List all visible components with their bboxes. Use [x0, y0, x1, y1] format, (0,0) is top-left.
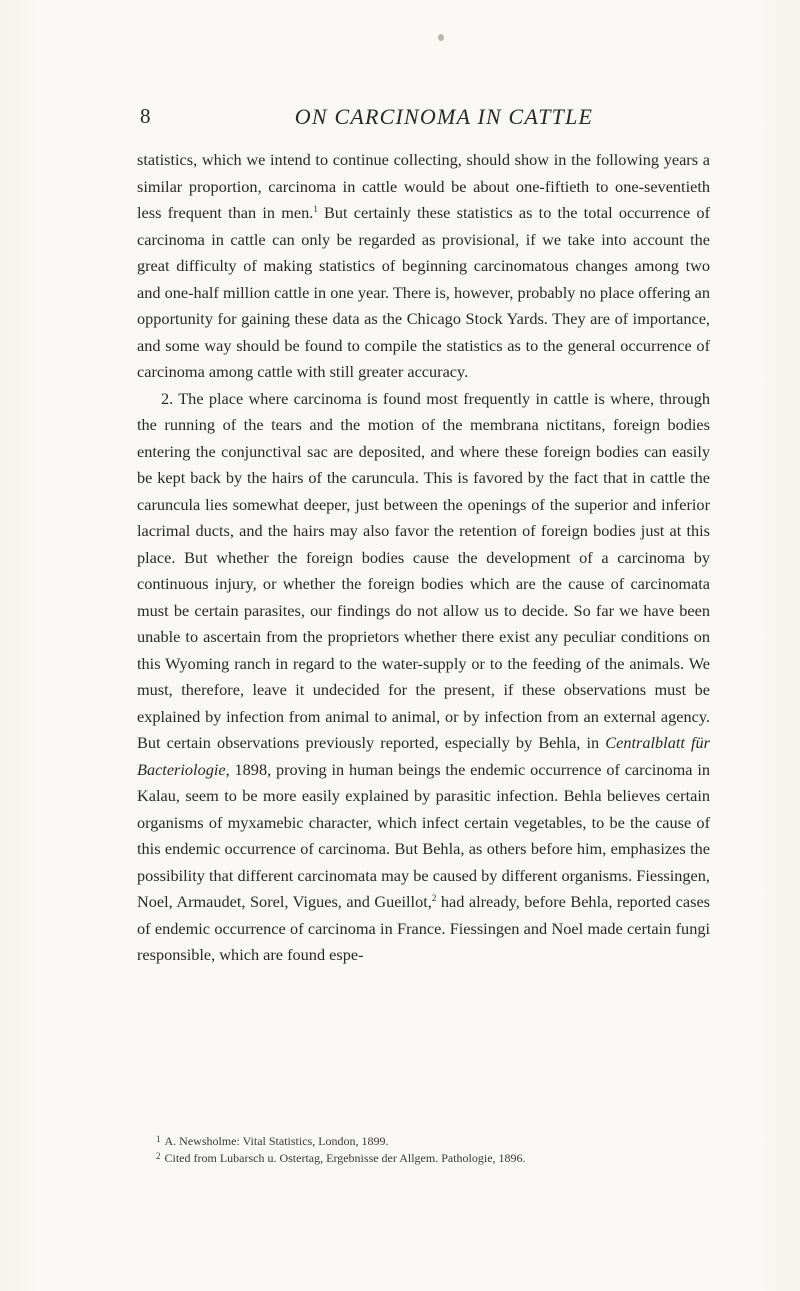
running-title: ON CARCINOMA IN CATTLE	[294, 104, 594, 129]
paragraph-1-text-a: statistics, which we intend to continue collecting, should show in the following years a similar proportion, carcinoma in cattle would be about one-fiftieth to one-seventieth less frequent than in men.	[137, 150, 710, 222]
journal-title: Centralblatt für Bacteriologie	[137, 733, 710, 779]
footnote-ref-1: 1	[313, 204, 318, 214]
footnote-2-text: Cited from Lubarsch u. Ostertag, Ergebnisse der Allgem. Pathologie, 1896.	[164, 1151, 526, 1165]
footnote-1-number: 1	[156, 1134, 161, 1144]
paragraph-2-text-c: had already, before Behla, reported cases of endemic occurrence of carcinoma in France. Fiessingen and Noel made certain fungi responsible, which are found espe-	[137, 892, 711, 964]
footnote-2	[156, 1149, 716, 1166]
ink-spot	[438, 34, 444, 41]
page-header	[140, 104, 700, 136]
paragraph-1-text-b: But certainly these statistics as to the total occurrence of carcinoma in cattle can only be regarded as provisional, if we take into account the great difficulty of making statistics of beginning carcinomatous changes among two and one-half million cattle in one year. There is, however, probably no place offering an opportunity for gaining these data as the Chicago Stock Yards. They are of importance, and some way should be found to compile the statistics as to the general occurrence of carcinoma among cattle with still greater accuracy.	[137, 203, 710, 381]
paragraph-2	[137, 386, 710, 969]
body-text	[137, 147, 710, 969]
paragraph-2-text-a: 2. The place where carcinoma is found most frequently in cattle is where, through the running of the tears and the motion of the membrana nictitans, foreign bodies entering the conjunctival sac are deposited, and where these foreign bodies can easily be kept back by the hairs of the caruncula. This is favored by the fact that in cattle the caruncula lies somewhat deeper, just between the openings of the superior and inferior lacrimal ducts, and the hairs may also favor the retention of foreign bodies just at this place. But whether the foreign bodies cause the development of a carcinoma by continuous injury, or whether the foreign bodies which are the cause of carcinomata must be certain parasites, our findings do not allow us to decide. So far we have been unable to ascertain from the proprietors whether there exist any peculiar conditions on this Wyoming ranch in regard to the water-supply or to the feeding of the animals. We must, therefore, leave it undecided for the present, if these observations must be explained by infection from animal to animal, or by infection from an external agency. But certain observations previously reported, especially by Behla, in	[137, 388, 710, 752]
page-number: 8	[140, 104, 151, 128]
footnotes	[156, 1132, 716, 1166]
paragraph-2-text-b: , 1898, proving in human beings the endemic occurrence of carcinoma in Kalau, seem to be more easily explained by parasitic infection. Behla believes certain organisms of myxamebic character, which infect certain vegetables, to be the cause of this endemic occurrence of carcinoma. But Behla, as others before him, emphasizes the possibility that different carcinomata may be caused by different organisms. Fiessingen, Noel, Armaudet, Sorel, Vigues, and Gueillot,	[137, 759, 710, 911]
footnote-1	[156, 1132, 716, 1149]
footnote-1-text: A. Newsholme: Vital Statistics, London, 1899.	[164, 1134, 389, 1148]
paragraph-1	[137, 147, 710, 386]
footnote-ref-2: 2	[431, 893, 437, 903]
footnote-2-number: 2	[156, 1151, 161, 1161]
